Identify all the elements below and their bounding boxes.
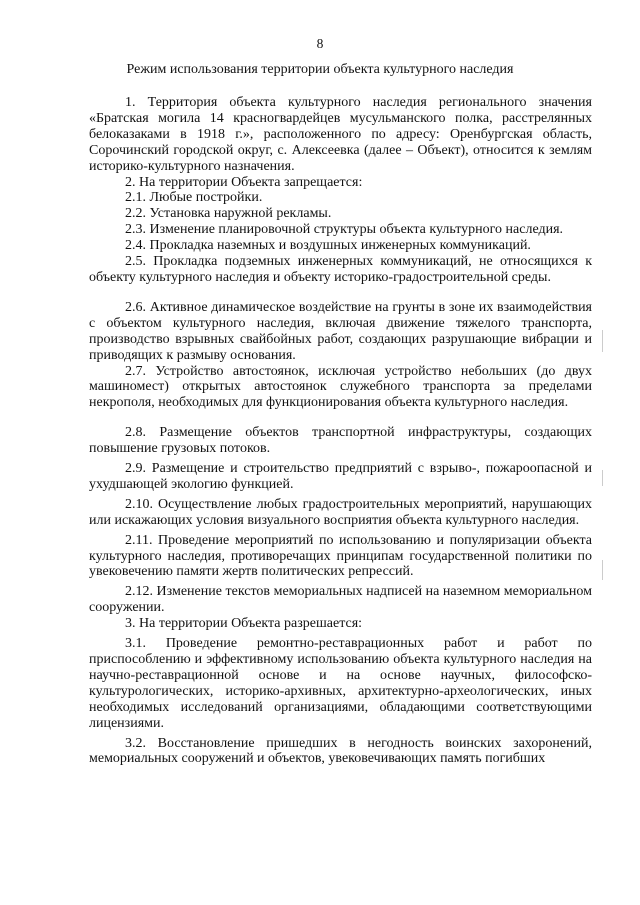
paragraph-3-1: 3.1. Проведение ремонтно-реставрационных работ и работ по приспособлению и эффективному использованию объекта культурного наследия на научно-реставрационной основе и на основе научных, философско-культурологических, историко-архивных, архитектурно-археологических, иных необходимых исследований организациями, обладающими соответствующими лицензиями. (89, 636, 592, 731)
page-number: 8 (316, 36, 324, 51)
scan-edge-mark (602, 560, 603, 580)
paragraph-2-10: 2.10. Осуществление любых градостроительных мероприятий, нарушающих или искажающих условия визуального восприятия объекта культурного наследия. (89, 496, 592, 528)
paragraph-2-9: 2.9. Размещение и строительство предприятий с взрыво-, пожароопасной и ухудшающей экологию функцией. (89, 461, 592, 492)
scan-edge-mark (602, 330, 603, 352)
paragraph-3-2: 3.2. Восстановление пришедших в негодность воинских захоронений, мемориальных сооружений и объектов, увековечивающих память погибших (89, 735, 592, 767)
regulation-text (89, 95, 592, 768)
paragraph-3: 3. На территории Объекта разрешается: (125, 616, 363, 632)
document-title: Режим использования территории объекта культурного наследия (126, 62, 514, 77)
paragraph-2-7: 2.7. Устройство автостоянок, исключая устройство небольших (до двух машиномест) открытых автостоянок служебного транспорта за пределами некрополя, необходимых для функционирования объекта культурного наследия. (89, 363, 592, 411)
paragraph-2: 2. На территории Объекта запрещается: (125, 174, 363, 190)
paragraph-2-3: 2.3. Изменение планировочной структуры объекта культурного наследия. (125, 222, 564, 238)
paragraph-2-8: 2.8. Размещение объектов транспортной инфраструктуры, создающих повышение грузовых потоков. (89, 425, 592, 457)
scan-edge-mark (602, 470, 603, 486)
paragraph-2-2: 2.2. Установка наружной рекламы. (125, 206, 332, 222)
paragraph-2-12: 2.12. Изменение текстов мемориальных надписей на наземном мемориальном сооружении. (89, 584, 592, 616)
paragraph-2-1: 2.1. Любые постройки. (125, 190, 263, 206)
paragraph-2-6: 2.6. Активное динамическое воздействие на грунты в зоне их взаимодействия с объектом культурного наследия, включая движение тяжелого транспорта, производство взрывных свайбойных работ, создающих разрушающие вибрации и приводящих к размыву основания. (89, 299, 592, 363)
paragraph-2-4: 2.4. Прокладка наземных и воздушных инженерных коммуникаций. (125, 238, 531, 254)
paragraph-2-11: 2.11. Проведение мероприятий по использованию и популяризации объекта культурного наследия, противоречащих принципам государственной политики по увековечению памяти жертв политических репрессий. (89, 532, 592, 580)
paragraph-2-5: 2.5. Прокладка подземных инженерных коммуникаций, не относящихся к объекту культурного наследия и объекту историко-градостроительной среды. (89, 254, 592, 285)
paragraph-1: 1. Территория объекта культурного наследия регионального значения «Братская могила 14 красногвардейцев мусульманского полка, расстрелянных белоказаками в 1918 г.», расположенного по адресу: Оренбургская область, Сорочинский городской округ, с. Алексеевка (далее – Объект), относится к землям историко-культурного назначения. (89, 95, 592, 174)
